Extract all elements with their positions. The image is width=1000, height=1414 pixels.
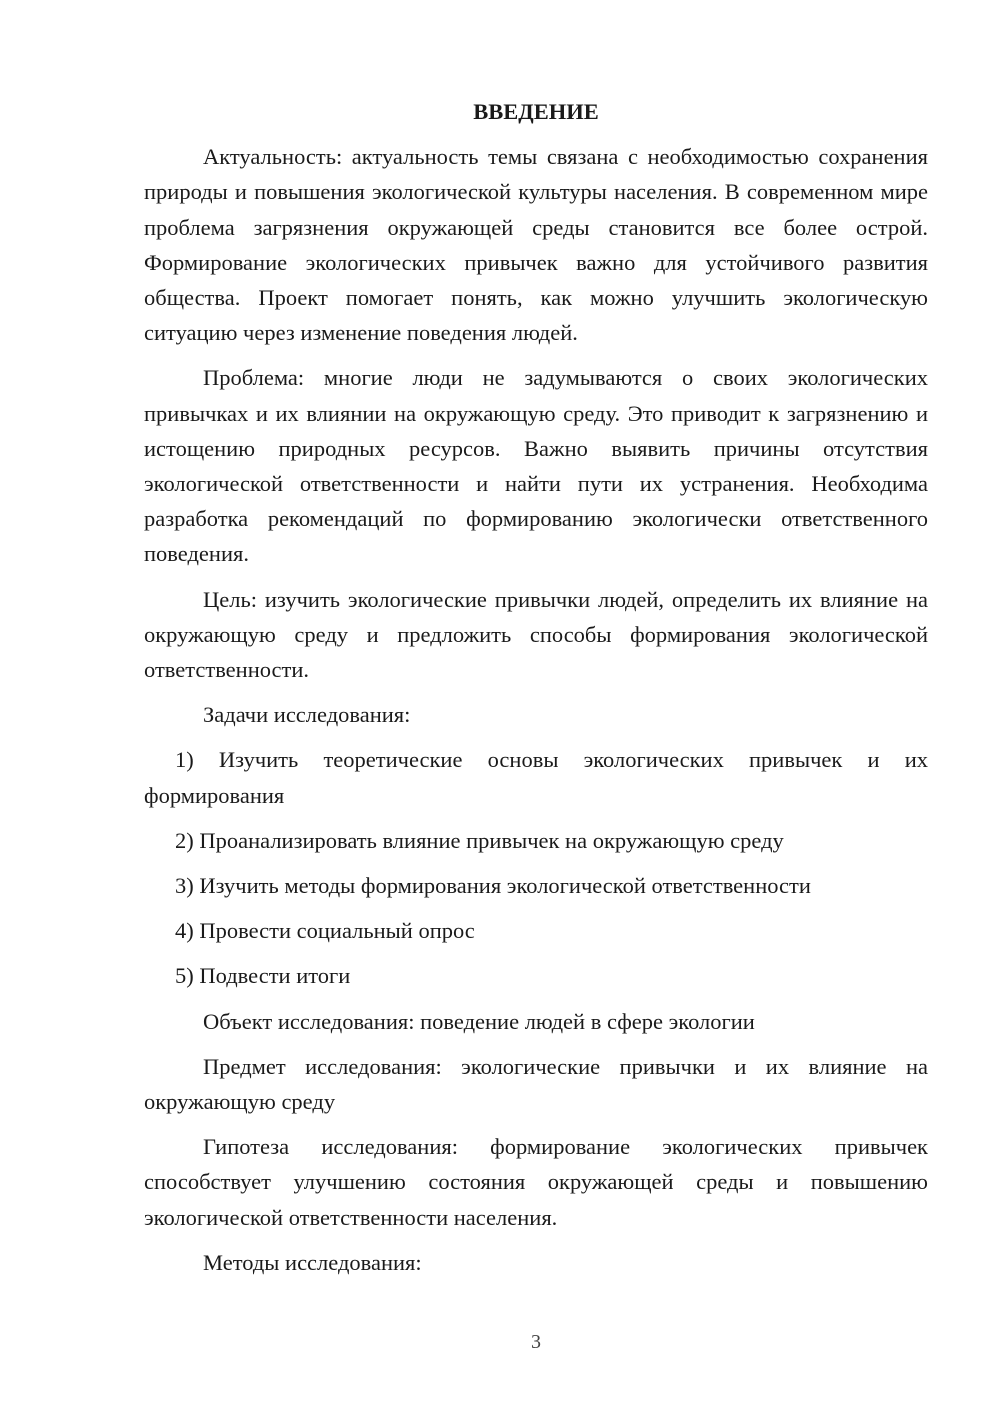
section-title: ВВЕДЕНИЕ <box>473 99 599 124</box>
task-item-3: 3) Изучить методы формирования экологической ответственности <box>175 873 811 899</box>
task-item-1: 1) Изучить теоретические основы экологических привычек и их формирования <box>144 747 928 808</box>
relevance-paragraph: Актуальность: актуальность темы связана с необходимостью сохранения природы и повышения экологической культуры населения. В современном мире проблема загрязнения окружающей среды становится все более острой. Формирование экологических привычек важно для устойчивого развития общества. Проект помогает понять, как можно улучшить экологическую ситуацию через изменение поведения людей. <box>144 144 928 346</box>
task-item-2: 2) Проанализировать влияние привычек на окружающую среду <box>175 827 784 853</box>
problem-paragraph: Проблема: многие люди не задумываются о своих экологических привычках и их влиянии на окружающую среду. Это приводит к загрязнению и истощению природных ресурсов. Важно выявить причины отсутствия экологической ответственности и найти пути их устранения. Необходима разработка рекомендаций по формированию экологически ответственного поведения. <box>144 365 928 567</box>
document-body <box>144 94 928 1290</box>
tasks-heading: Задачи исследования: <box>203 702 411 728</box>
methods-heading: Методы исследования: <box>203 1249 422 1275</box>
object-paragraph: Объект исследования: поведение людей в сфере экологии <box>203 1008 755 1034</box>
page-number: 3 <box>531 1331 541 1353</box>
hypothesis-paragraph: Гипотеза исследования: формирование экологических привычек способствует улучшению состояния окружающей среды и повышению экологической ответственности населения. <box>144 1134 928 1230</box>
subject-paragraph: Предмет исследования: экологические привычки и их влияние на окружающую среду <box>144 1053 928 1115</box>
task-item-5: 5) Подвести итоги <box>175 963 351 989</box>
goal-paragraph: Цель: изучить экологические привычки людей, определить их влияние на окружающую среду и предложить способы формирования экологической ответственности. <box>144 586 928 683</box>
task-item-4: 4) Провести социальный опрос <box>175 918 475 944</box>
